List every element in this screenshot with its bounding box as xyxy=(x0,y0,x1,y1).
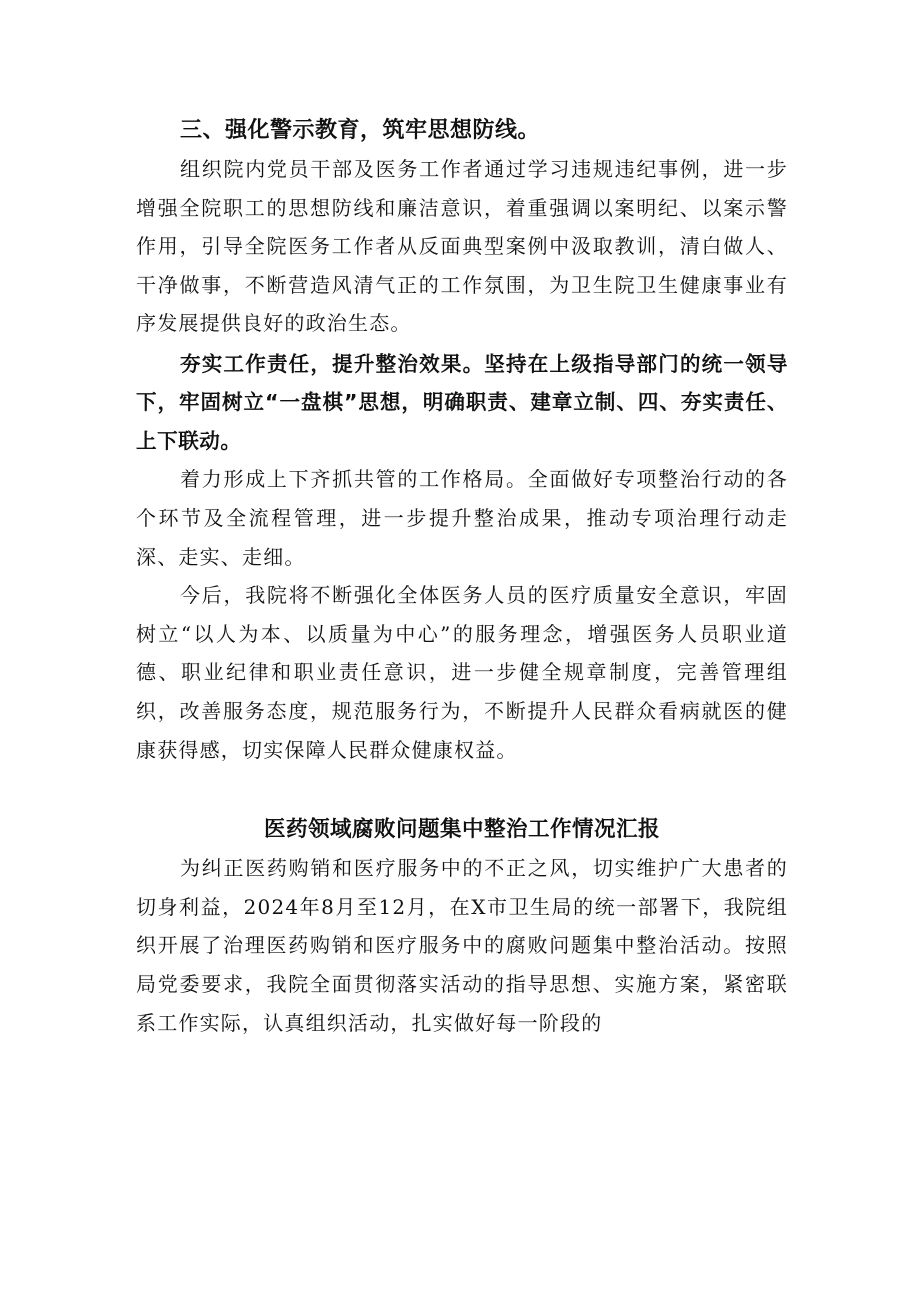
paragraph-work-pattern: 着力形成上下齐抓共管的工作格局。全面做好专项整治行动的各个环节及全流程管理，进一步提升整治成果，推动专项治理行动走深、走实、走细。 xyxy=(136,467,788,569)
paragraph-warning-education: 组织院内党员干部及医务工作者通过学习违规违纪事例，进一步增强全院职工的思想防线和廉洁意识，着重强调以案明纪、以案示警作用，引导全院医务工作者从反面典型案例中汲取教训，清白做人、干净做事，不断营造风清气正的工作氛围，为卫生院卫生健康事业有序发展提供良好的政治生态。 xyxy=(136,157,788,336)
section-heading: 三、强化警示教育，筑牢思想防线。 xyxy=(180,118,541,143)
document-title: 医药领域腐败问题集中整治工作情况汇报 xyxy=(263,817,660,843)
document-body xyxy=(136,112,788,1042)
paragraph-report-intro: 为纠正医药购销和医疗服务中的不正之风，切实维护广大患者的切身利益，2024年8月至12月，在X市卫生局的统一部署下，我院组织开展了治理医药购销和医疗服务中的腐败问题集中整治活动。按照局党委要求，我院全面贯彻落实活动的指导思想、实施方案，紧密联系工作实际，认真组织活动，扎实做好每一阶段的 xyxy=(136,856,788,1035)
paragraph-responsibility: 夯实工作责任，提升整治效果。坚持在上级指导部门的统一领导下，牢固树立“一盘棋”思想，明确职责、建章立制、四、夯实责任、上下联动。 xyxy=(136,351,788,453)
paragraph-future-plans: 今后，我院将不断强化全体医务人员的医疗质量安全意识，牢固树立“以人为本、以质量为中心”的服务理念，增强医务人员职业道德、职业纪律和职业责任意识，进一步健全规章制度，完善管理组织，改善服务态度，规范服务行为，不断提升人民群众看病就医的健康获得感，切实保障人民群众健康权益。 xyxy=(136,583,788,762)
section-spacer xyxy=(136,769,788,811)
